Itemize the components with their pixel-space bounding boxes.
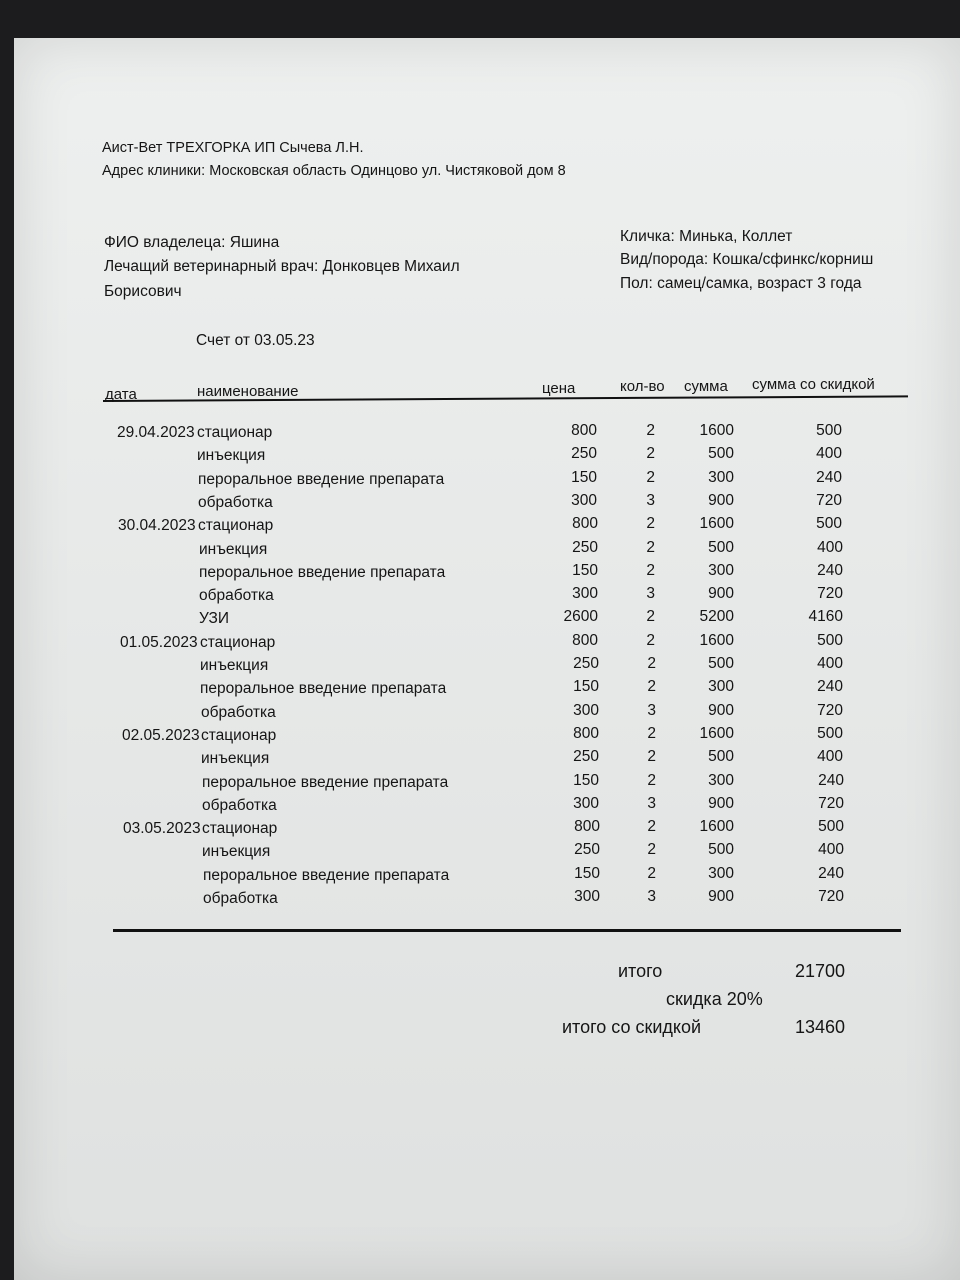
- row-qty: 2: [646, 515, 655, 532]
- row-sum: 500: [708, 748, 734, 765]
- row-qty: 3: [647, 888, 656, 905]
- row-price: 300: [573, 702, 599, 719]
- total-label: итого: [618, 961, 663, 981]
- row-discounted-sum: 400: [817, 539, 843, 556]
- row-price: 150: [571, 469, 597, 486]
- row-sum: 1600: [699, 818, 734, 835]
- row-discounted-sum: 400: [817, 748, 843, 765]
- row-date: 29.04.2023: [117, 424, 195, 441]
- col-header-qty: кол-во: [620, 378, 665, 395]
- owner-name: ФИО владелеца: Яшина: [104, 234, 280, 251]
- row-sum: 300: [708, 562, 734, 579]
- total-value: 21700: [795, 961, 846, 981]
- row-qty: 2: [647, 865, 656, 882]
- row-date: 02.05.2023: [122, 727, 200, 744]
- row-qty: 2: [646, 562, 655, 579]
- row-price: 300: [571, 492, 597, 509]
- row-sum: 900: [708, 702, 734, 719]
- row-qty: 2: [646, 422, 655, 439]
- row-date: 30.04.2023: [118, 517, 196, 534]
- row-price: 2600: [563, 608, 598, 625]
- row-sum: 5200: [699, 608, 734, 625]
- col-header-discounted-sum: сумма со скидкой: [752, 376, 875, 393]
- row-price: 300: [573, 795, 599, 812]
- row-sum: 300: [708, 678, 734, 695]
- row-service-name: обработка: [203, 890, 278, 907]
- row-sum: 1600: [699, 725, 734, 742]
- row-service-name: стационар: [202, 820, 278, 837]
- row-price: 150: [573, 678, 599, 695]
- row-discounted-sum: 720: [817, 585, 843, 602]
- row-price: 250: [571, 445, 597, 462]
- row-discounted-sum: 240: [817, 678, 843, 695]
- row-price: 300: [572, 585, 598, 602]
- row-price: 250: [574, 841, 600, 858]
- row-qty: 2: [647, 725, 656, 742]
- pet-sex-age: Пол: самец/самка, возраст 3 года: [620, 275, 862, 292]
- row-sum: 300: [708, 865, 734, 882]
- discount-label: скидка 20%: [666, 989, 763, 1009]
- row-service-name: инъекция: [202, 843, 271, 860]
- row-sum: 500: [708, 539, 734, 556]
- row-service-name: пероральное введение препарата: [199, 564, 446, 581]
- row-sum: 900: [708, 585, 734, 602]
- row-qty: 2: [646, 445, 655, 462]
- discounted-total-value: 13460: [795, 1017, 846, 1037]
- row-sum: 900: [708, 492, 734, 509]
- row-qty: 2: [647, 841, 656, 858]
- row-discounted-sum: 720: [816, 492, 842, 509]
- row-service-name: пероральное введение препарата: [200, 680, 447, 697]
- row-discounted-sum: 720: [817, 702, 843, 719]
- row-service-name: стационар: [197, 424, 273, 441]
- row-discounted-sum: 240: [817, 562, 843, 579]
- row-sum: 1600: [699, 515, 734, 532]
- row-service-name: обработка: [202, 797, 277, 814]
- row-price: 300: [574, 888, 600, 905]
- row-qty: 3: [646, 585, 655, 602]
- row-discounted-sum: 240: [816, 469, 842, 486]
- row-service-name: инъекция: [197, 447, 266, 464]
- row-qty: 3: [646, 492, 655, 509]
- row-service-name: стационар: [201, 727, 277, 744]
- col-header-price: цена: [542, 380, 576, 397]
- col-header-date: дата: [105, 386, 137, 403]
- row-service-name: стационар: [198, 517, 274, 534]
- row-discounted-sum: 400: [817, 655, 843, 672]
- row-date: 03.05.2023: [123, 820, 201, 837]
- row-discounted-sum: 400: [816, 445, 842, 462]
- row-qty: 2: [646, 539, 655, 556]
- row-service-name: пероральное введение препарата: [202, 774, 449, 791]
- row-discounted-sum: 4160: [808, 608, 843, 625]
- row-qty: 2: [647, 772, 656, 789]
- row-price: 800: [571, 422, 597, 439]
- row-qty: 2: [646, 632, 655, 649]
- row-qty: 2: [647, 748, 656, 765]
- doctor-name: Лечащий ветеринарный врач: Донковцев Михаил: [104, 258, 460, 275]
- row-qty: 3: [647, 702, 656, 719]
- row-price: 150: [572, 562, 598, 579]
- row-discounted-sum: 240: [818, 772, 844, 789]
- row-price: 150: [573, 772, 599, 789]
- doctor-name-continued: Борисович: [104, 283, 182, 300]
- discounted-total-label: итого со скидкой: [562, 1017, 702, 1037]
- row-qty: 2: [647, 655, 656, 672]
- row-service-name: инъекция: [200, 657, 269, 674]
- pet-name: Кличка: Минька, Коллет: [620, 228, 793, 245]
- row-discounted-sum: 720: [818, 795, 844, 812]
- row-price: 800: [572, 515, 598, 532]
- invoice-title: Счет от 03.05.23: [196, 332, 315, 349]
- row-discounted-sum: 720: [818, 888, 844, 905]
- totals-divider: [113, 929, 901, 932]
- row-sum: 500: [708, 655, 734, 672]
- col-header-name: наименование: [197, 383, 299, 400]
- row-qty: 2: [647, 678, 656, 695]
- row-price: 250: [573, 748, 599, 765]
- row-qty: 2: [646, 608, 655, 625]
- clinic-address: Адрес клиники: Московская область Одинцово ул. Чистяковой дом 8: [102, 163, 566, 179]
- row-qty: 2: [647, 818, 656, 835]
- row-price: 800: [574, 818, 600, 835]
- row-service-name: обработка: [198, 494, 273, 511]
- row-price: 800: [572, 632, 598, 649]
- row-price: 800: [573, 725, 599, 742]
- pet-breed: Вид/порода: Кошка/сфинкс/корниш: [620, 251, 874, 268]
- row-service-name: инъекция: [199, 541, 268, 558]
- row-service-name: пероральное введение препарата: [203, 867, 450, 884]
- row-sum: 300: [708, 469, 734, 486]
- row-service-name: УЗИ: [199, 610, 230, 627]
- row-service-name: обработка: [201, 704, 276, 721]
- row-date: 01.05.2023: [120, 634, 198, 651]
- row-service-name: стационар: [200, 634, 276, 651]
- row-price: 150: [574, 865, 600, 882]
- row-sum: 500: [708, 445, 734, 462]
- row-service-name: пероральное введение препарата: [198, 471, 445, 488]
- row-sum: 500: [708, 841, 734, 858]
- row-discounted-sum: 500: [816, 422, 842, 439]
- row-discounted-sum: 240: [818, 865, 844, 882]
- row-service-name: обработка: [199, 587, 274, 604]
- row-qty: 2: [646, 469, 655, 486]
- row-sum: 900: [708, 888, 734, 905]
- row-qty: 3: [647, 795, 656, 812]
- clinic-name: Аист-Вет ТРЕХГОРКА ИП Сычева Л.Н.: [102, 140, 364, 156]
- row-sum: 1600: [699, 422, 734, 439]
- row-discounted-sum: 400: [818, 841, 844, 858]
- row-service-name: инъекция: [201, 750, 270, 767]
- row-sum: 300: [708, 772, 734, 789]
- row-discounted-sum: 500: [818, 818, 844, 835]
- row-sum: 1600: [699, 632, 734, 649]
- row-price: 250: [573, 655, 599, 672]
- row-discounted-sum: 500: [816, 515, 842, 532]
- row-discounted-sum: 500: [817, 725, 843, 742]
- row-discounted-sum: 500: [817, 632, 843, 649]
- row-sum: 900: [708, 795, 734, 812]
- row-price: 250: [572, 539, 598, 556]
- col-header-sum: сумма: [684, 378, 728, 395]
